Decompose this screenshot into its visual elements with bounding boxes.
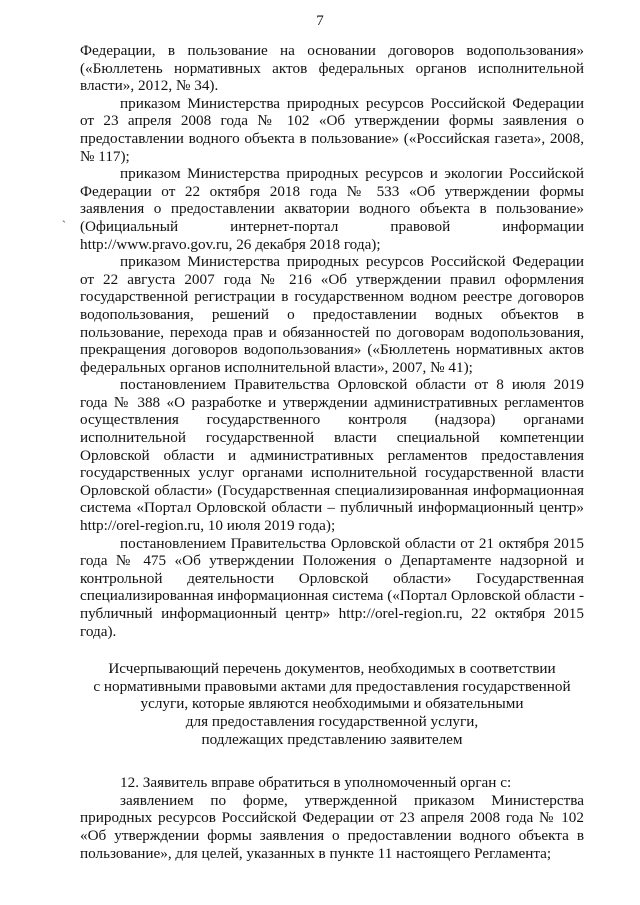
- heading-line: с нормативными правовыми актами для предоставления государственной: [93, 677, 571, 695]
- paragraph-item-12: 12. Заявитель вправе обратиться в уполномоченный орган с:: [120, 774, 512, 792]
- heading-line: Исчерпывающий перечень документов, необходимых в соответствии: [108, 660, 556, 678]
- scan-artifact-mark: `: [62, 218, 66, 232]
- paragraph-order-102: приказом Министерства природных ресурсов Российской Федерации от 23 апреля 2008 года № 102 «Об утверждении формы заявления о предоставлении водного объекта в пользование» («Российская газета», 2008, № 117);: [80, 94, 584, 165]
- document-body: [80, 42, 584, 862]
- section-heading: [80, 660, 584, 748]
- paragraph-order-216: приказом Министерства природных ресурсов Российской Федерации от 22 августа 2007 года № 216 «Об утверждении правил оформления государственной регистрации в государственном водном реестре договоров водопользования, решений о предоставлении водных объектов в пользование, перехода прав и обязанностей по договорам водопользования, прекращения договоров водопользования» («Бюллетень нормативных актов федеральных органов исполнительной власти», 2007, № 41);: [80, 253, 584, 376]
- heading-line: подлежащих представлению заявителем: [201, 730, 463, 748]
- paragraph-resolution-388: постановлением Правительства Орловской области от 8 июля 2019 года № 388 «О разработке и утверждении административных регламентов осуществления государственного контроля (надзора) органами исполнительной государственной власти специальной компетенции Орловской области и административных регламентов предоставления государственных услуг органами исполнительной государственной власти Орловской области» (Государственная специализированная информационная система «Портал Орловской области – публичный информационный центр» http://orel-region.ru, 10 июля 2019 года);: [80, 376, 584, 535]
- paragraph-resolution-475: постановлением Правительства Орловской области от 21 октября 2015 года № 475 «Об утверждении Положения о Департаменте надзорной и контрольной деятельности Орловской области» Государственная специализированная информационная система («Портал Орловской области - публичный информационный центр» http://orel-region.ru, 22 октября 2015 года).: [80, 534, 584, 640]
- paragraph-continuation: Федерации, в пользование на основании договоров водопользования» («Бюллетень нормативных актов федеральных органов исполнительной власти», 2012, № 34).: [80, 42, 584, 95]
- page-number: 7: [316, 13, 324, 29]
- heading-line: услуги, которые являются необходимыми и обязательными: [140, 695, 524, 713]
- paragraph-order-533: приказом Министерства природных ресурсов и экологии Российской Федерации от 22 октября 2018 года № 533 «Об утверждении формы заявления о предоставлении акватории водного объекта в пользование» (Официальный интернет-портал правовой информации http://www.pravo.gov.ru, 26 декабря 2018 года);: [80, 165, 584, 253]
- heading-line: для предоставления государственной услуги,: [185, 712, 479, 730]
- paragraph-application-form: заявлением по форме, утвержденной приказом Министерства природных ресурсов Российской Федерации от 23 апреля 2008 года № 102 «Об утверждении формы заявления о предоставлении водного объекта в пользование», для целей, указанных в пункте 11 настоящего Регламента;: [80, 791, 584, 862]
